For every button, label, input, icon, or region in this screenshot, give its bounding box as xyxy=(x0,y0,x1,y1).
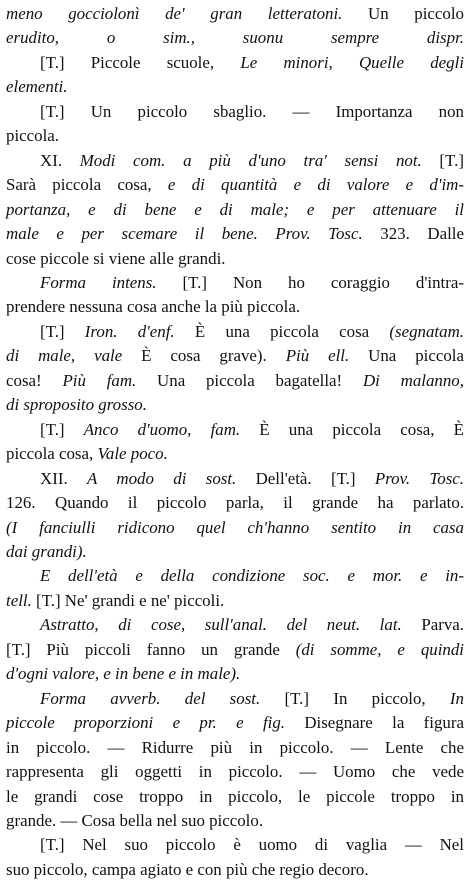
italic-text-run: Prov. Tosc. xyxy=(374,468,464,488)
text-run: XII. xyxy=(40,468,88,488)
text-run: suo piccolo, campa agiato e con più che regio decoro. xyxy=(6,859,369,879)
text-line xyxy=(6,491,464,515)
text-line xyxy=(6,271,464,295)
italic-text-run: Più ell. xyxy=(285,346,350,366)
text-line xyxy=(6,100,464,124)
text-run: Sarà piccola cosa, xyxy=(6,175,168,195)
text-line xyxy=(6,222,464,246)
italic-text-run: (I fanciulli ridicono quel ch'hanno sentito in casa xyxy=(6,517,464,537)
text-line xyxy=(6,442,464,466)
text-run: [T.] Ne' grandi e ne' piccoli. xyxy=(31,590,225,610)
text-run: in piccolo. — Ridurre più in piccolo. — Lente che xyxy=(6,737,464,757)
text-run: Disegnare la figura xyxy=(285,713,464,733)
text-run: [T.] xyxy=(40,321,85,341)
text-run: cose piccole si viene alle grandi. xyxy=(6,248,226,268)
text-line xyxy=(6,198,464,222)
italic-text-run: erudito, o sim., suonu sempre dispr. xyxy=(6,28,464,48)
italic-text-run: Vale poco. xyxy=(97,444,168,464)
text-line xyxy=(6,51,464,75)
text-run: [T.] Un piccolo sbaglio. — Importanza non xyxy=(40,101,464,121)
text-line xyxy=(6,467,464,491)
italic-text-run: di male, vale xyxy=(6,346,123,366)
text-run: [T.] Non ho coraggio d'intra- xyxy=(156,272,464,292)
text-run: È una piccola cosa xyxy=(174,321,390,341)
text-run: le grandi cose troppo in piccolo, le piccole troppo in xyxy=(6,786,464,806)
text-line xyxy=(6,760,464,784)
text-line xyxy=(6,320,464,344)
italic-text-run: male e per scemare il bene. Prov. Tosc. xyxy=(6,224,363,244)
text-line xyxy=(6,26,464,50)
text-run: XI. xyxy=(40,150,80,170)
italic-text-run: Modi com. a più d'uno tra' sensi not. xyxy=(79,150,422,170)
text-line xyxy=(6,124,464,148)
italic-text-run: tell. xyxy=(6,590,32,610)
italic-text-run: meno gocciolonì de' gran letteratoni. xyxy=(6,4,343,23)
italic-text-run: portanza, e di bene e di male; e per attenuare il xyxy=(6,199,464,219)
text-line xyxy=(6,687,464,711)
italic-text-run: d'ogni valore, e in bene e in male). xyxy=(6,664,241,684)
text-line xyxy=(6,711,464,735)
text-line xyxy=(6,785,464,809)
italic-text-run: Forma avverb. del sost. xyxy=(40,688,261,708)
italic-text-run: di sproposito grosso. xyxy=(6,395,147,415)
text-run: Un piccolo xyxy=(342,4,464,23)
italic-text-run: Iron. d'enf. xyxy=(84,321,175,341)
text-run: piccola cosa, xyxy=(6,444,98,464)
text-line xyxy=(6,173,464,197)
text-line xyxy=(6,369,464,393)
text-run: [T.] In piccolo, xyxy=(260,688,450,708)
italic-text-run: e di quantità e di valore e d'im- xyxy=(167,175,464,195)
text-run: Una piccola xyxy=(349,346,464,366)
italic-text-run: Astratto, di cose, sull'anal. del neut. lat. xyxy=(40,615,402,635)
text-run: [T.] xyxy=(421,150,464,170)
text-run: [T.] Piccole scuole, xyxy=(40,52,241,72)
italic-text-run: Di malanno, xyxy=(362,370,464,390)
italic-text-run: Più fam. xyxy=(62,370,137,390)
text-line xyxy=(6,295,464,319)
text-run: grande. — Cosa bella nel suo piccolo. xyxy=(6,810,264,830)
italic-text-run: (segnatam. xyxy=(389,321,464,341)
text-line xyxy=(6,833,464,857)
text-line xyxy=(6,516,464,540)
italic-text-run: (di somme, e quindi xyxy=(295,639,464,659)
text-run: [T.] Più piccoli fanno un grande xyxy=(6,639,296,659)
text-run: [T.] xyxy=(40,419,84,439)
italic-text-run: E dell'età e della condizione soc. e mor. e in- xyxy=(40,566,464,586)
italic-text-run: dai grandi). xyxy=(6,541,87,561)
text-line xyxy=(6,638,464,662)
text-run: È una piccola cosa, È xyxy=(240,419,465,439)
text-run: cosa! xyxy=(6,370,63,390)
text-line xyxy=(6,149,464,173)
text-run: [T.] Nel suo piccolo è uomo di vaglia — Nel xyxy=(40,835,464,855)
text-line xyxy=(6,858,464,882)
text-line xyxy=(6,418,464,442)
text-line xyxy=(6,613,464,637)
italic-text-run: A modo di sost. xyxy=(87,468,237,488)
text-line xyxy=(6,247,464,271)
text-line xyxy=(6,393,464,417)
text-run: prendere nessuna cosa anche la più piccola. xyxy=(6,297,301,317)
text-line xyxy=(6,540,464,564)
text-run: Parva. xyxy=(401,615,465,635)
text-run: Dell'età. [T.] xyxy=(236,468,375,488)
text-line xyxy=(6,589,464,613)
text-line xyxy=(6,2,464,26)
text-line xyxy=(6,344,464,368)
text-line xyxy=(6,662,464,686)
italic-text-run: Le minori, Quelle degli xyxy=(240,52,465,72)
text-run: Una piccola bagatella! xyxy=(136,370,363,390)
text-line xyxy=(6,736,464,760)
italic-text-run: In xyxy=(449,688,464,708)
italic-text-run: elementi. xyxy=(6,77,68,97)
text-run: 126. Quando il piccolo parla, il grande ha parlato. xyxy=(6,493,464,513)
text-run: 323. Dalle xyxy=(362,224,464,244)
italic-text-run: piccole proporzioni e pr. e fig. xyxy=(6,713,285,733)
italic-text-run: Forma intens. xyxy=(40,272,157,292)
text-line xyxy=(6,75,464,99)
italic-text-run: Anco d'uomo, fam. xyxy=(83,419,241,439)
text-line xyxy=(6,809,464,833)
text-run: È cosa grave). xyxy=(122,346,286,366)
text-line xyxy=(6,564,464,588)
text-run: piccola. xyxy=(6,126,59,146)
text-run: rappresenta gli oggetti in piccolo. — Uomo che vede xyxy=(6,762,464,782)
